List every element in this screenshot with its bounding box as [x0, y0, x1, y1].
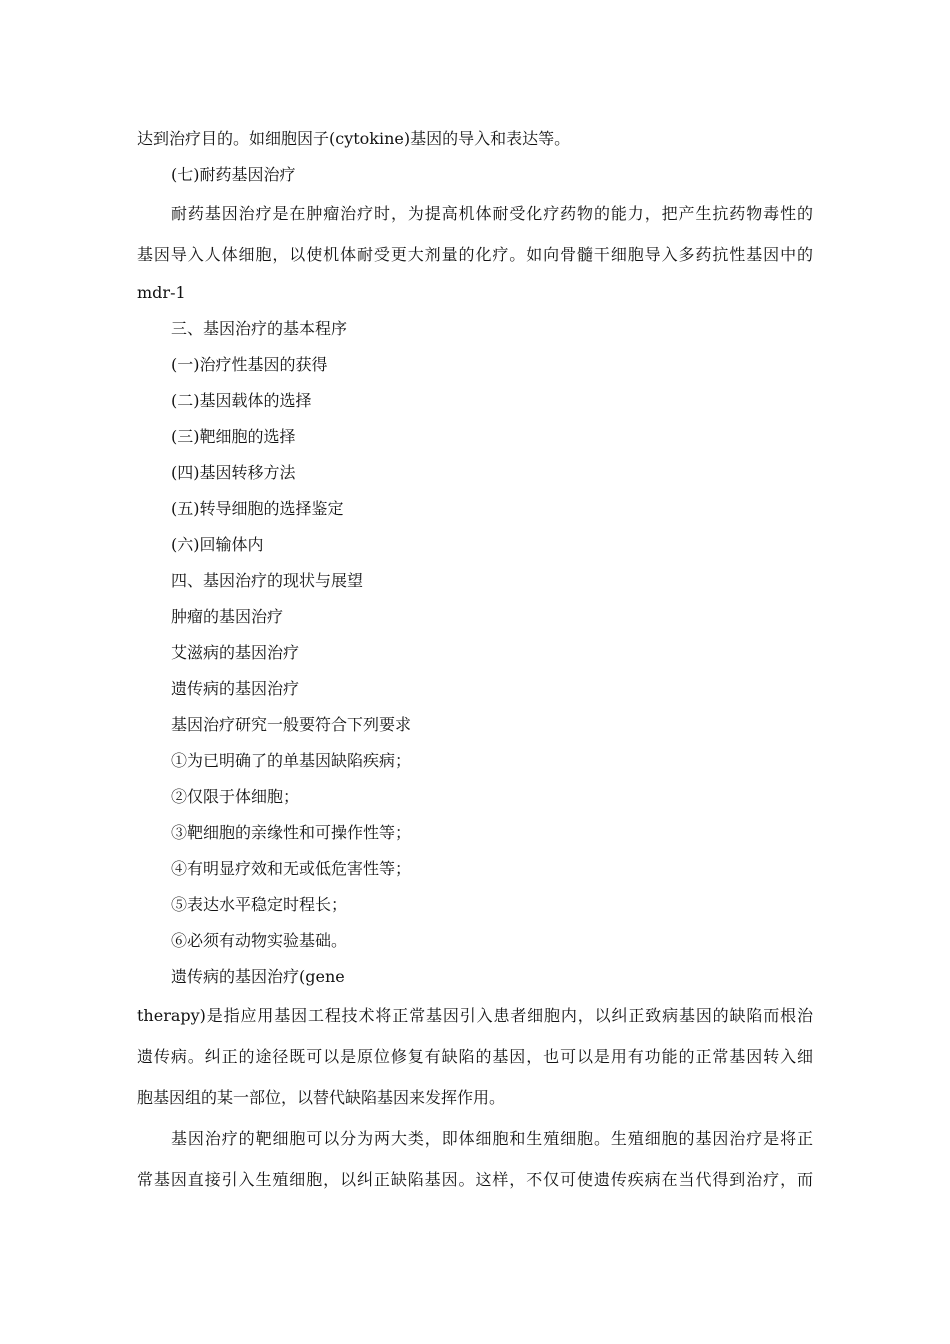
list-item: (五)转导细胞的选择鉴定 — [171, 499, 344, 518]
section-heading: 三、基因治疗的基本程序 — [171, 319, 348, 338]
paragraph-line: mdr-1 — [137, 283, 186, 302]
paragraph-line: 遗传病的基因治疗(gene — [171, 967, 345, 986]
list-item: 艾滋病的基因治疗 — [171, 643, 300, 662]
paragraph-line: 遗传病。纠正的途径既可以是原位修复有缺陷的基因，也可以是用有功能的正常基因转入细 — [137, 1047, 813, 1066]
paragraph-line: 基因治疗的靶细胞可以分为两大类，即体细胞和生殖细胞。生殖细胞的基因治疗是将正 — [171, 1129, 813, 1148]
paragraph-line: 基因治疗研究一般要符合下列要求 — [171, 715, 412, 734]
paragraph-line: 胞基因组的某一部位，以替代缺陷基因来发挥作用。 — [137, 1088, 506, 1107]
paragraph-line: therapy)是指应用基因工程技术将正常基因引入患者细胞内，以纠正致病基因的缺陷而根治 — [137, 1006, 813, 1025]
paragraph-line: 达到治疗目的。如细胞因子(cytokine)基因的导入和表达等。 — [137, 129, 571, 148]
document-body — [137, 121, 813, 1200]
list-item: ①为已明确了的单基因缺陷疾病； — [171, 751, 412, 770]
subsection-heading: (七)耐药基因治疗 — [171, 165, 296, 184]
paragraph-line: 耐药基因治疗是在肿瘤治疗时，为提高机体耐受化疗药物的能力，把产生抗药物毒性的 — [171, 204, 813, 223]
list-item: ③靶细胞的亲缘性和可操作性等； — [171, 823, 412, 842]
list-item: (二)基因载体的选择 — [171, 391, 312, 410]
list-item: ⑥必须有动物实验基础。 — [171, 931, 348, 950]
section-heading: 四、基因治疗的现状与展望 — [171, 571, 364, 590]
list-item: ⑤表达水平稳定时程长； — [171, 895, 348, 914]
list-item: 肿瘤的基因治疗 — [171, 607, 284, 626]
paragraph-line: 常基因直接引入生殖细胞，以纠正缺陷基因。这样，不仅可使遗传疾病在当代得到治疗，而 — [137, 1170, 813, 1189]
list-item: 遗传病的基因治疗 — [171, 679, 300, 698]
list-item: ④有明显疗效和无或低危害性等； — [171, 859, 412, 878]
paragraph-line: 基因导入人体细胞，以使机体耐受更大剂量的化疗。如向骨髓干细胞导入多药抗性基因中的 — [137, 245, 813, 264]
list-item: (六)回输体内 — [171, 535, 264, 554]
list-item: ②仅限于体细胞； — [171, 787, 300, 806]
list-item: (一)治疗性基因的获得 — [171, 355, 328, 374]
list-item: (四)基因转移方法 — [171, 463, 296, 482]
list-item: (三)靶细胞的选择 — [171, 427, 296, 446]
